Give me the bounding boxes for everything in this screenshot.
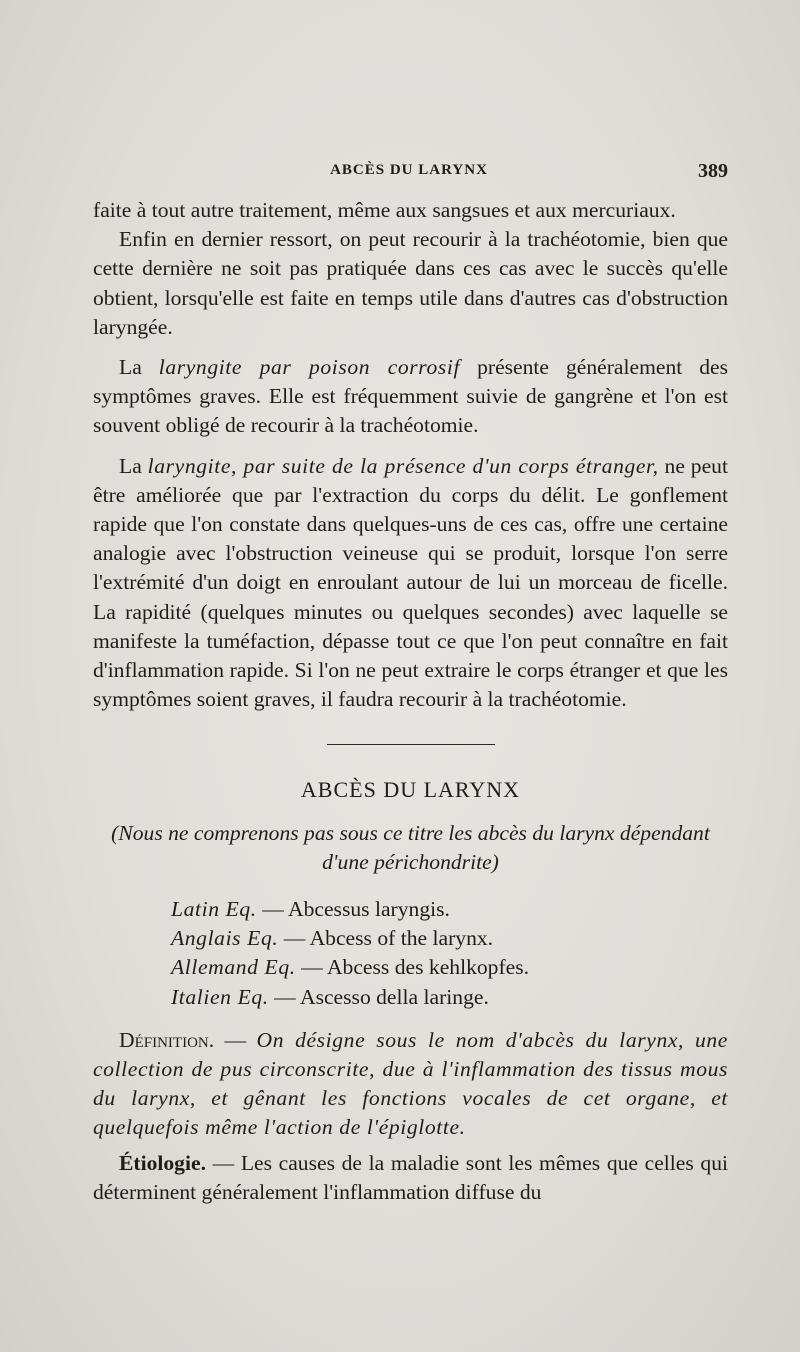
section-divider — [327, 744, 495, 745]
equivalent-latin — [171, 895, 728, 924]
definition-label: Définition. — [119, 1027, 215, 1052]
note-close-paren: ) — [491, 849, 499, 874]
equivalent-sep: — — [295, 955, 327, 980]
paragraph-corrosive-poison — [93, 353, 728, 441]
italic-term: laryngite, par suite de la présence d'un corps étranger, — [147, 453, 659, 478]
running-title: ABCÈS DU LARYNX — [330, 162, 488, 178]
equivalent-label: Latin Eq. — [171, 897, 257, 922]
equivalent-sep: — — [278, 926, 310, 951]
equivalent-sep: — — [268, 984, 300, 1009]
paragraph-lead: La — [119, 453, 142, 478]
definition-sep: — — [214, 1027, 257, 1052]
paragraph-rest: ne peut être améliorée que par l'extraction du corps du délit. Le gonflement rapide que l'on constate dans quelques-uns de ces cas, offre une certaine analogie avec l'obstruction veineuse qui se produit, lorsque l'on serre l'extrémité d'un doigt en enroulant autour de lui un morceau de ficelle. La rapidité (quelques minutes ou quelques secondes) avec laquelle se manifeste la tuméfaction, dépasse tout ce que l'on peut connaître en fait d'inflammation rapide. Si l'on ne peut extraire le corps étranger et que les symptômes soient graves, il faudra recourir à la trachéotomie. — [93, 453, 728, 712]
equivalent-value: Abcessus laryngis. — [288, 897, 450, 922]
equivalent-sep: — — [256, 897, 288, 922]
section-title: ABCÈS DU LARYNX — [300, 777, 521, 803]
equivalents-list — [93, 895, 728, 1012]
paragraph-rest: présente généralement des symptômes graves. Elle est fréquemment suivie de gangrène et l'on est souvent obligé de recourir à la trachéotomie. — [93, 355, 728, 438]
page-number: 389 — [698, 160, 728, 182]
note-open-paren: ( — [111, 820, 119, 845]
definition-text: On désigne sous le nom d'abcès du larynx, une collection de pus circonscrite, due à l'inflammation des tissus mous du larynx, et gênant les fonctions vocales de cet organe, et quelquefois même l'action de l'épiglotte. — [93, 1027, 728, 1140]
equivalent-value: Ascesso della laringe. — [299, 984, 489, 1009]
equivalent-value: Abcess des kehlkopfes. — [326, 955, 530, 980]
paragraph-etiology — [93, 1149, 728, 1207]
paragraph-lead: La — [119, 355, 142, 380]
paragraph-tracheotomy: Enfin en dernier ressort, on peut recourir à la trachéotomie, bien que cette dernière ne soit pas pratiquée dans ces cas avec le succès qu'elle obtient, lorsqu'elle est faite en temps utile dans d'autres cas d'obstruction laryngée. — [93, 227, 728, 339]
equivalent-english — [171, 924, 728, 953]
etiology-label: Étiologie. — [119, 1150, 206, 1175]
paragraph-continuation: faite à tout autre traitement, même aux sangsues et aux mercuriaux. — [93, 198, 676, 222]
body-text — [93, 196, 728, 1207]
note-text: Nous ne comprenons pas sous ce titre les abcès du larynx dépendant d'une périchondrite — [118, 820, 710, 874]
section-note — [93, 819, 728, 877]
equivalent-italian — [171, 983, 728, 1012]
equivalent-german — [171, 953, 728, 982]
paragraph-definition — [93, 1026, 728, 1143]
paragraph-foreign-body — [93, 452, 728, 715]
page-header — [90, 160, 728, 186]
equivalent-label: Allemand Eq. — [171, 955, 296, 980]
equivalent-label: Italien Eq. — [171, 984, 269, 1009]
equivalent-value: Abcess of the larynx. — [309, 926, 494, 951]
equivalent-label: Anglais Eq. — [171, 926, 279, 951]
etiology-text: — Les causes de la maladie sont les mêmes que celles qui déterminent généralement l'inflammation diffuse du — [93, 1150, 728, 1204]
italic-term: laryngite par poison corrosif — [158, 355, 461, 380]
